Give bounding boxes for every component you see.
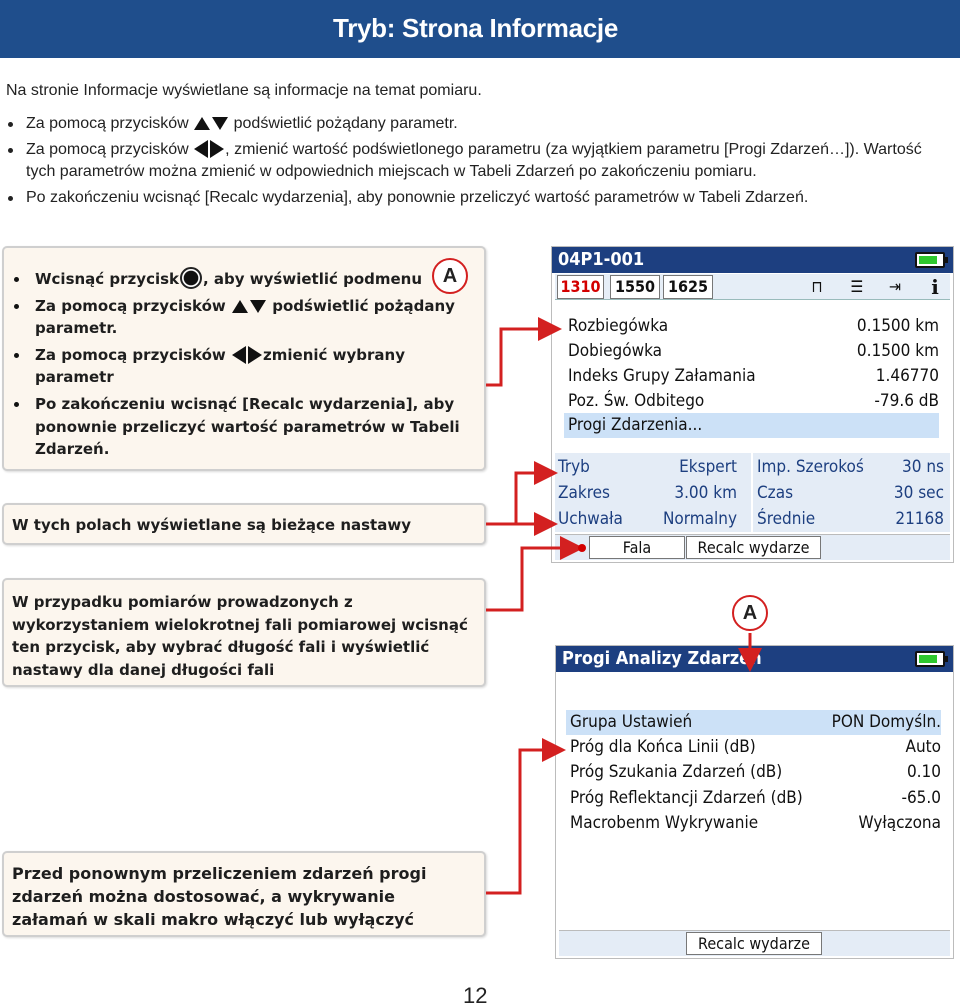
setting-value: Normalny: [662, 509, 737, 529]
threshold-row[interactable]: [566, 735, 941, 760]
callout-text: zmienić wybrany parametr: [35, 345, 405, 387]
threshold-label: Próg dla Końca Linii (dB): [570, 737, 756, 757]
callout-list-item: [14, 344, 478, 389]
callout-text: Po zakończeniu wcisnąć [Recalc wydarzenia], aby ponownie przeliczyć wartość parametrów w Tabeli Zdarzeń.: [35, 394, 460, 459]
threshold-value: Wyłączona: [858, 813, 941, 833]
list-item: [4, 113, 944, 136]
setting-label: Uchwała: [558, 509, 623, 529]
callout-text: podświetlić pożądany parametr.: [35, 296, 455, 338]
setting-value: 3.00 km: [674, 483, 737, 503]
setting-label: Średnie: [757, 509, 816, 529]
param-value: 1.46770: [875, 366, 939, 386]
callout-wavelength-button: W przypadku pomiarów prowadzonych z wykorzystaniem wielokrotnej fali pomiarowej wcisnąć ten przycisk, aby wybrać długość fali i wyświetlić nastawy dla danej długości fali: [2, 578, 486, 687]
left-arrow-icon: [194, 140, 208, 158]
softkey-bar: [555, 534, 950, 560]
softkey-bar: [559, 930, 950, 956]
list-item: [4, 139, 944, 184]
threshold-label: Próg Reflektancji Zdarzeń (dB): [570, 788, 803, 808]
select-button-icon: [180, 267, 202, 289]
instruction-list: [4, 113, 944, 212]
threshold-value: Auto: [905, 737, 941, 757]
recalc-events-softkey[interactable]: Recalc wydarze: [686, 932, 822, 955]
recalc-events-softkey[interactable]: Recalc wydarze: [686, 536, 821, 559]
param-label: Poz. Św. Odbitego: [568, 391, 705, 411]
up-arrow-icon: [194, 117, 210, 130]
callout-current-settings: W tych polach wyświetlane są bieżące nastawy: [2, 503, 486, 545]
setting-label: Tryb: [558, 457, 590, 477]
list-item-text: Za pomocą przycisków: [26, 115, 189, 132]
wavelength-softkey[interactable]: Fala: [589, 536, 685, 559]
settings-divider: [751, 453, 753, 532]
battery-icon: [915, 252, 945, 268]
setting-value: 21168: [895, 509, 944, 529]
threshold-row[interactable]: [566, 811, 941, 836]
setting-value: 30 ns: [902, 457, 944, 477]
threshold-row-selected[interactable]: [566, 710, 941, 735]
arrow-to-thresholds-screen: [486, 750, 560, 893]
badge-a: A: [732, 595, 768, 631]
param-label: Progi Zdarzenia...: [568, 415, 703, 435]
down-arrow-icon: [250, 300, 266, 313]
param-row[interactable]: [564, 389, 939, 414]
threshold-label: Próg Szukania Zdarzeń (dB): [570, 762, 783, 782]
threshold-row[interactable]: [566, 760, 941, 785]
battery-icon: [915, 651, 945, 667]
device-screen-thresholds: [555, 645, 954, 959]
event-table-icon[interactable]: ☰: [850, 277, 864, 296]
callout-text: Za pomocą przycisków: [35, 296, 226, 315]
info-icon[interactable]: i: [931, 275, 939, 299]
callout-text: Wcisnąć przycisk: [35, 270, 180, 288]
callout-list-item: [14, 268, 478, 291]
param-row[interactable]: [564, 364, 939, 389]
screen-title-bar: [556, 646, 953, 672]
list-item-text: Za pomocą przycisków: [26, 140, 189, 158]
threshold-label: Grupa Ustawień: [570, 712, 693, 732]
param-value: -79.6 dB: [874, 391, 939, 411]
list-item-text: podświetlić pożądany parametr.: [233, 115, 458, 132]
param-label: Rozbiegówka: [568, 316, 669, 336]
param-value: 0.1500 km: [856, 316, 939, 336]
param-label: Indeks Grupy Załamania: [568, 366, 756, 386]
arrow-to-settings: [486, 473, 552, 524]
setting-label: Czas: [757, 483, 794, 503]
up-arrow-icon: [232, 300, 248, 313]
intro-text: Na stronie Informacje wyświetlane są informacje na temat pomiaru.: [6, 82, 482, 99]
threshold-row[interactable]: [566, 786, 941, 811]
list-item-text: Po zakończeniu wcisnąć [Recalc wydarzenia], aby ponownie przeliczyć wartość parametrów w Tabeli Zdarzeń.: [26, 188, 809, 206]
param-row-selected[interactable]: [564, 413, 939, 438]
callout-text: , aby wyświetlić podmenu: [203, 270, 423, 288]
screen-title-bar: [552, 247, 953, 273]
callout-submenu-instructions: [2, 246, 486, 471]
screen-toolbar: [555, 274, 950, 300]
right-arrow-icon: [210, 140, 224, 158]
list-item-text: , zmienić wartość podświetlonego parametru (za wyjątkiem parametru [Progi Zdarzeń…]). Wartość tych parametrów można zmienić w odpowiednich miejscach w Tabeli Zdarzeń po zakończeniu pomiaru.: [26, 140, 922, 180]
right-arrow-icon: [248, 346, 262, 364]
tab-1550[interactable]: 1550: [610, 275, 660, 299]
setting-value: 30 sec: [893, 483, 944, 503]
threshold-value: PON Domyśln.: [831, 712, 941, 732]
screen-title: Progi Analizy Zdarzeń: [562, 648, 762, 669]
threshold-label: Macrobenm Wykrywanie: [570, 813, 759, 833]
page-title: Tryb: Strona Informacje: [333, 13, 618, 43]
current-settings-panel: [555, 453, 950, 532]
param-row[interactable]: [564, 339, 939, 364]
arrow-to-thresholds-row: [486, 329, 556, 385]
callout-list-item: [14, 393, 478, 461]
callout-list-item: [14, 295, 478, 340]
param-label: Dobiegówka: [568, 341, 663, 361]
trace-view-icon[interactable]: ⊓: [811, 277, 823, 296]
badge-a: A: [432, 258, 468, 294]
device-screen-info: [551, 246, 954, 563]
callout-text: Za pomocą przycisków: [35, 345, 226, 364]
threshold-value: -65.0: [901, 788, 941, 808]
callout-thresholds: Przed ponownym przeliczeniem zdarzeń progi zdarzeń można dostosować, a wykrywanie załamań w skali makro włączyć lub wyłączyć: [2, 851, 486, 937]
tab-end-icon[interactable]: ⇥: [888, 277, 902, 296]
setting-value: Ekspert: [679, 457, 737, 477]
screen-title: 04P1-001: [558, 249, 645, 270]
param-row[interactable]: [564, 314, 939, 339]
left-arrow-icon: [232, 346, 246, 364]
setting-label: Zakres: [558, 483, 610, 503]
page-header: [0, 0, 960, 58]
tab-1310[interactable]: 1310: [557, 275, 604, 299]
tab-1625[interactable]: 1625: [663, 275, 713, 299]
threshold-value: 0.10: [906, 762, 941, 782]
param-value: 0.1500 km: [856, 341, 939, 361]
page-number: 12: [463, 983, 488, 1007]
list-item: [4, 187, 944, 210]
setting-label: Imp. Szerokoś: [757, 457, 864, 477]
down-arrow-icon: [212, 117, 228, 130]
